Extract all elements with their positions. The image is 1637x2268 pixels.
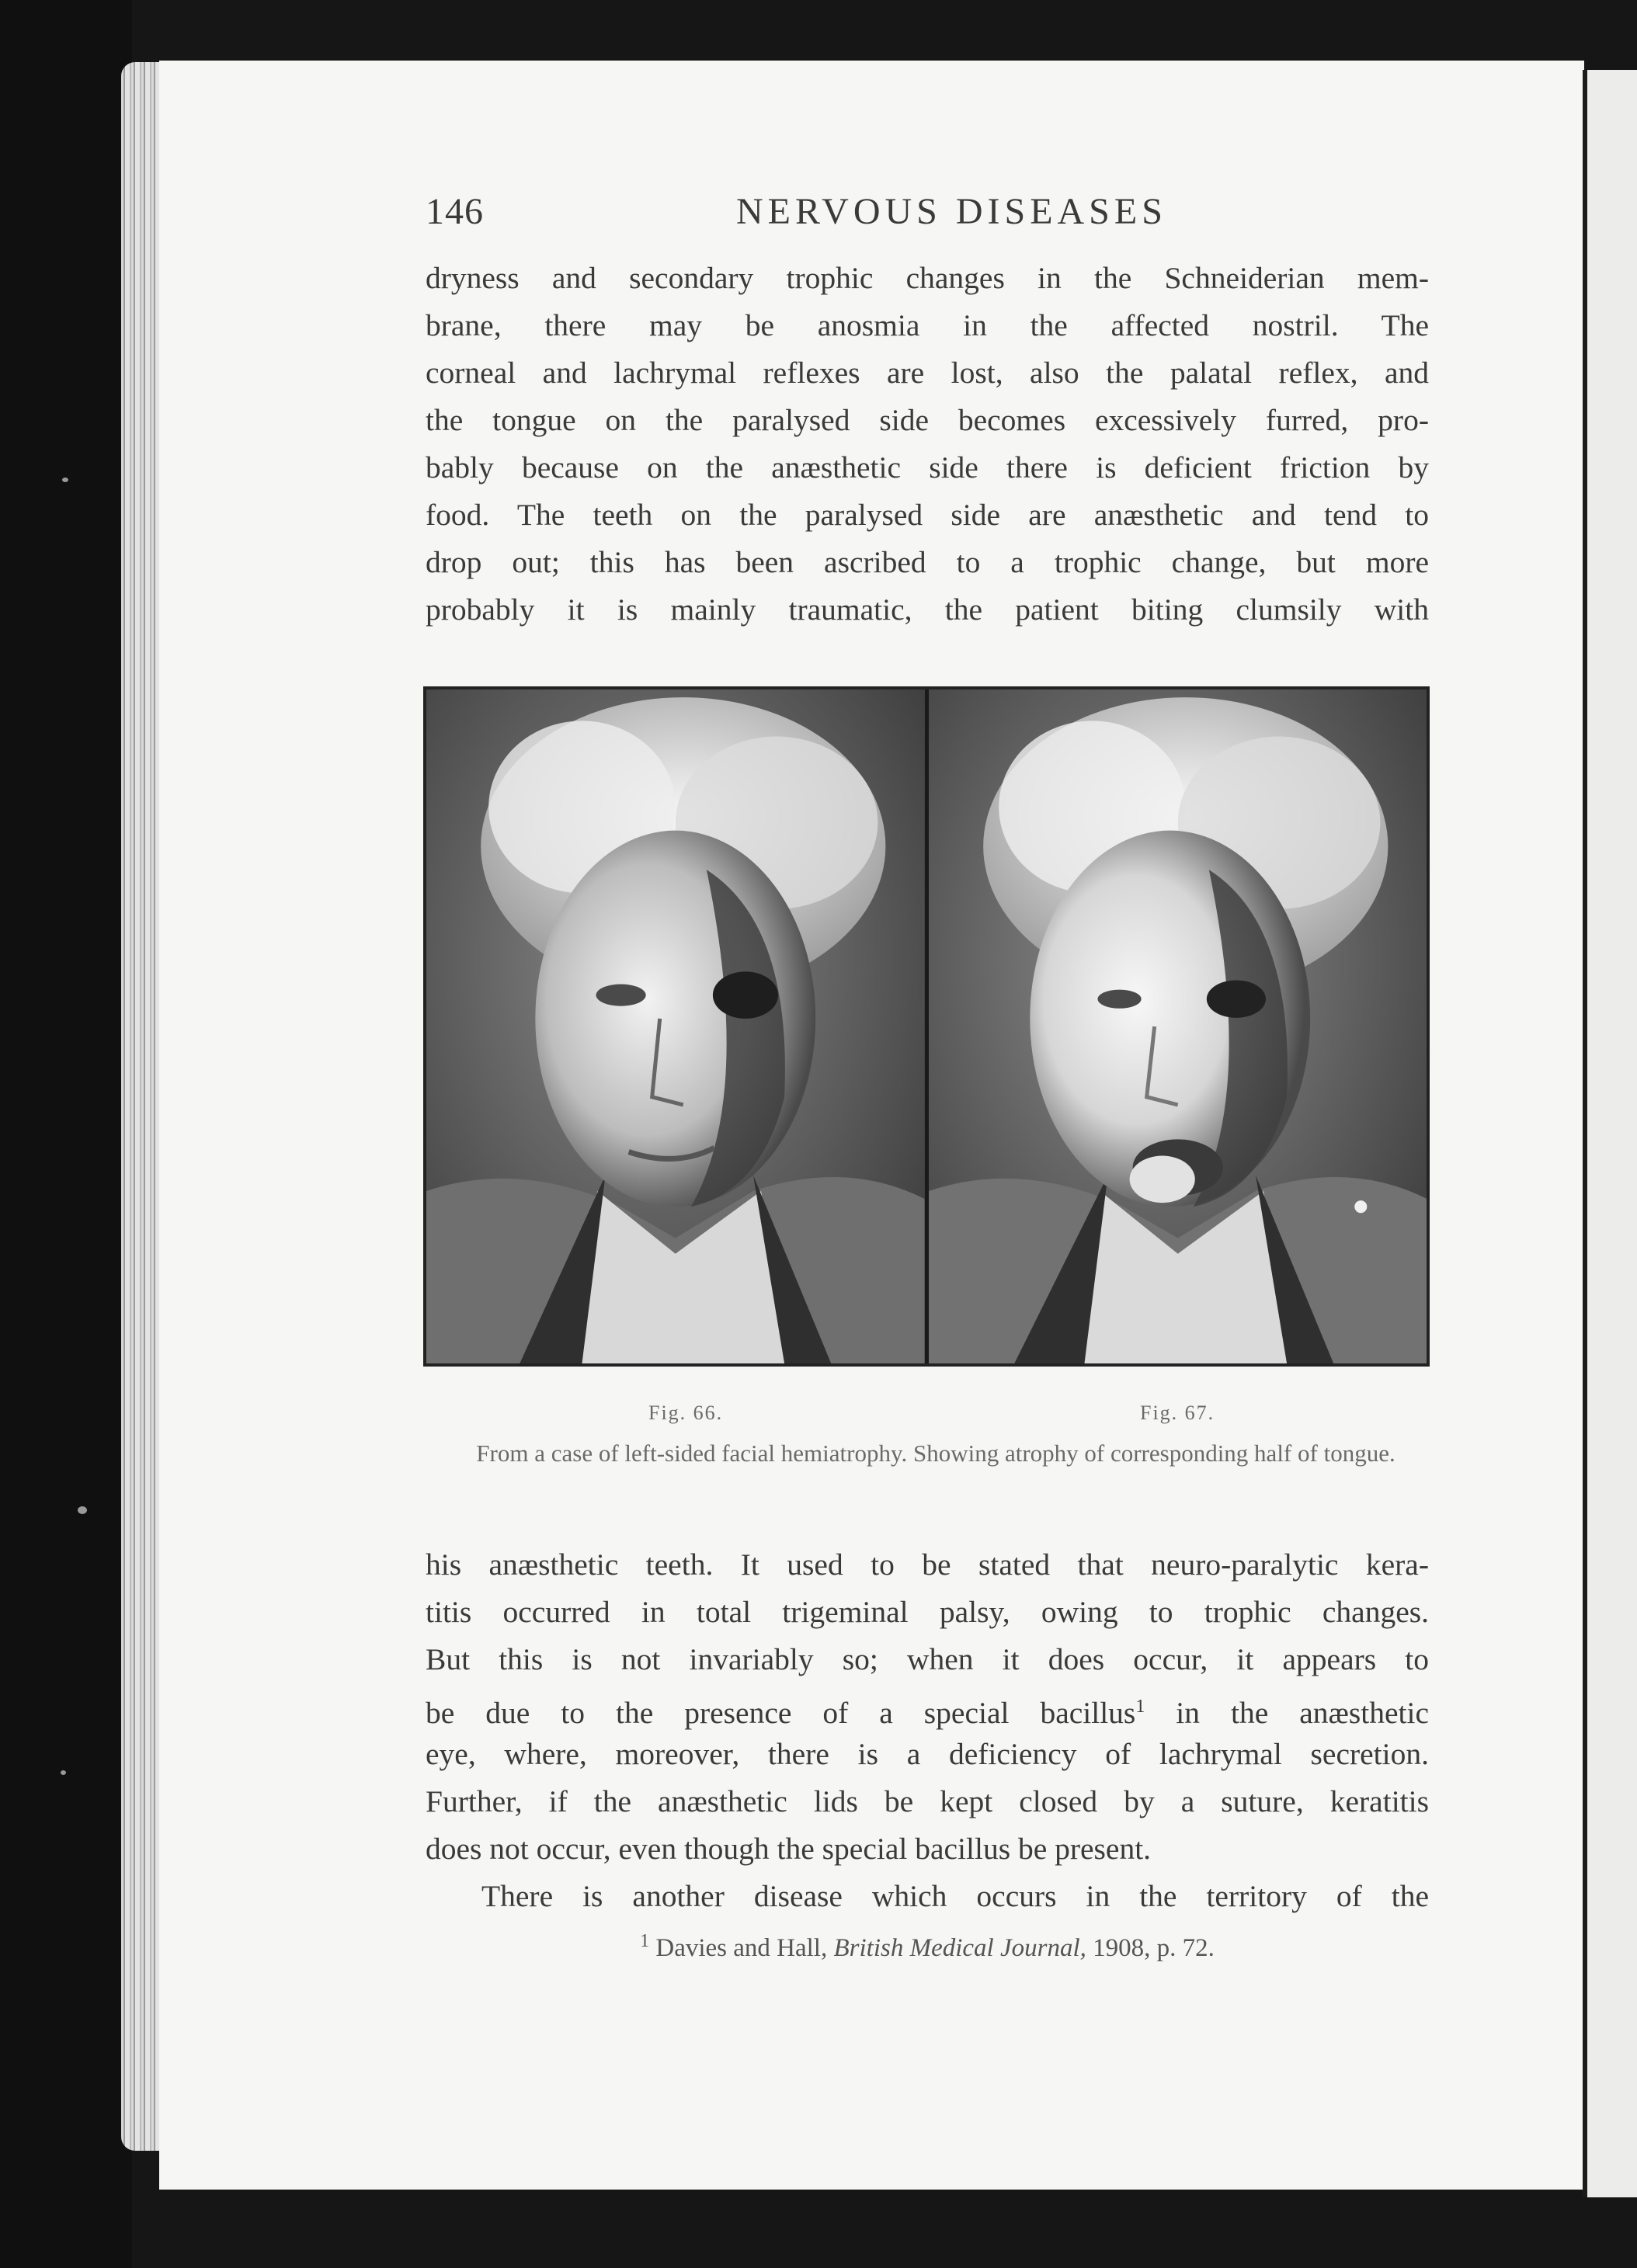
footnote-reference: 1 <box>1135 1697 1145 1717</box>
paragraph-bottom-line: does not occur, even though the special bacillus be present. <box>426 1832 1152 1866</box>
figure-67-label: Fig. 67. <box>1140 1401 1215 1424</box>
paragraph-top-line: food. The teeth on the paralysed side are anæsthetic and tend to <box>426 498 1429 532</box>
paragraph-top-line: corneal and lachrymal reflexes are lost, also the palatal reflex, and <box>426 356 1429 390</box>
scan-speck <box>78 1506 87 1514</box>
scan-speck <box>62 478 68 482</box>
footnote <box>426 1931 1429 1963</box>
paragraph-bottom-line: Further, if the anæsthetic lids be kept closed by a suture, keratitis <box>426 1784 1429 1818</box>
paragraph-bottom-line: But this is not invariably so; when it does occur, it appears to <box>426 1642 1429 1676</box>
paragraph-top-line: probably it is mainly traumatic, the patient biting clumsily with <box>426 592 1429 627</box>
figure-photographs <box>423 686 1430 1367</box>
footnote-marker: 1 <box>640 1931 650 1951</box>
footnote-journal: British Medical Journal, <box>833 1934 1086 1962</box>
line-text: in the anæsthetic <box>1145 1696 1429 1731</box>
paragraph-top-line: bably because on the anæsthetic side there is deficient friction by <box>426 450 1429 485</box>
footnote-authors: Davies and Hall, <box>655 1934 828 1962</box>
figure-66-photo <box>426 689 925 1363</box>
footnote-details: 1908, p. 72. <box>1093 1934 1215 1962</box>
running-title: NERVOUS DISEASES <box>736 191 1167 232</box>
scan-speck <box>61 1770 66 1775</box>
paragraph-top-line: brane, there may be anosmia in the affected nostril. The <box>426 308 1429 342</box>
paragraph-bottom-line <box>426 1683 1429 1737</box>
figure-caption: From a case of left-sided facial hemiatrophy. Showing atrophy of corresponding half of tongue. <box>476 1440 1395 1467</box>
figure-66-label: Fig. 66. <box>648 1401 724 1424</box>
figure-67-photo <box>925 689 1427 1363</box>
paragraph-top-line: drop out; this has been ascribed to a trophic change, but more <box>426 545 1429 579</box>
facing-page-edge <box>1583 70 1637 2197</box>
page-number: 146 <box>426 191 484 232</box>
line-text: be due to the presence of a special bacillus <box>426 1696 1136 1731</box>
paragraph-bottom-line: his anæsthetic teeth. It used to be stated that neuro-paralytic kera- <box>426 1547 1429 1582</box>
paragraph-top-line: dryness and secondary trophic changes in the Schneiderian mem- <box>426 261 1429 295</box>
paragraph-bottom-line: eye, where, moreover, there is a deficiency of lachrymal secretion. <box>426 1737 1429 1771</box>
paragraph-top-line: the tongue on the paralysed side becomes excessively furred, pro- <box>426 403 1429 437</box>
paragraph-bottom-line: There is another disease which occurs in the territory of the <box>481 1879 1429 1913</box>
paragraph-bottom-line: titis occurred in total trigeminal palsy, owing to trophic changes. <box>426 1595 1429 1629</box>
scanner-background <box>0 0 132 2268</box>
